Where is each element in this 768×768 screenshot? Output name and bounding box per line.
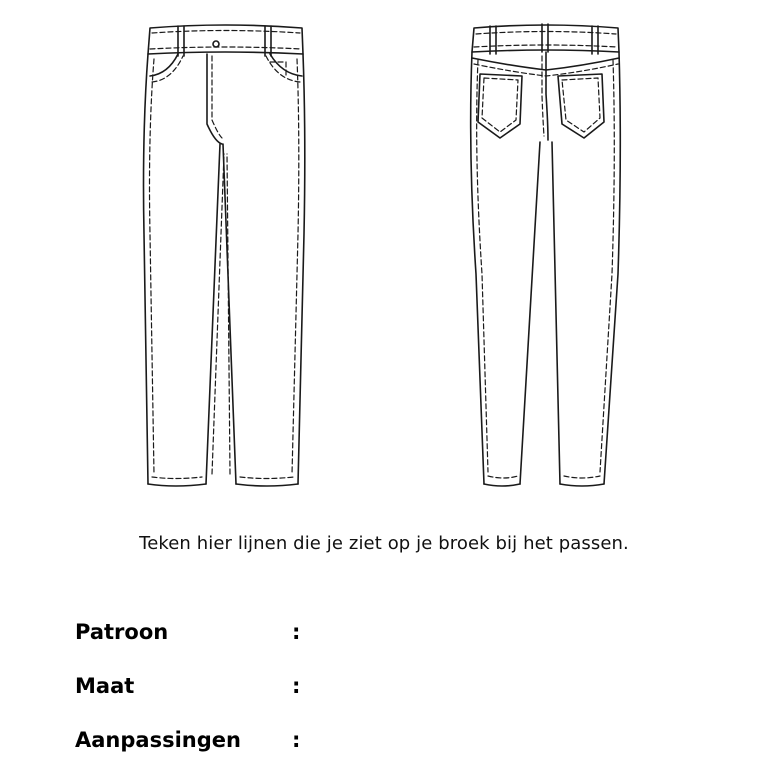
field-separator-patroon: :	[292, 620, 301, 644]
field-label-maat: Maat	[75, 674, 135, 698]
field-label-aanpassingen: Aanpassingen	[75, 728, 241, 752]
field-patroon[interactable]	[75, 620, 575, 650]
instruction-text: Teken hier lijnen die je ziet op je broek bij het passen.	[139, 533, 629, 554]
field-maat[interactable]	[75, 674, 575, 704]
jeans-front-icon	[130, 14, 320, 494]
jeans-back-icon	[462, 14, 630, 494]
field-aanpassingen[interactable]	[75, 728, 575, 758]
field-separator-aanpassingen: :	[292, 728, 301, 752]
field-separator-maat: :	[292, 674, 301, 698]
field-label-patroon: Patroon	[75, 620, 169, 644]
